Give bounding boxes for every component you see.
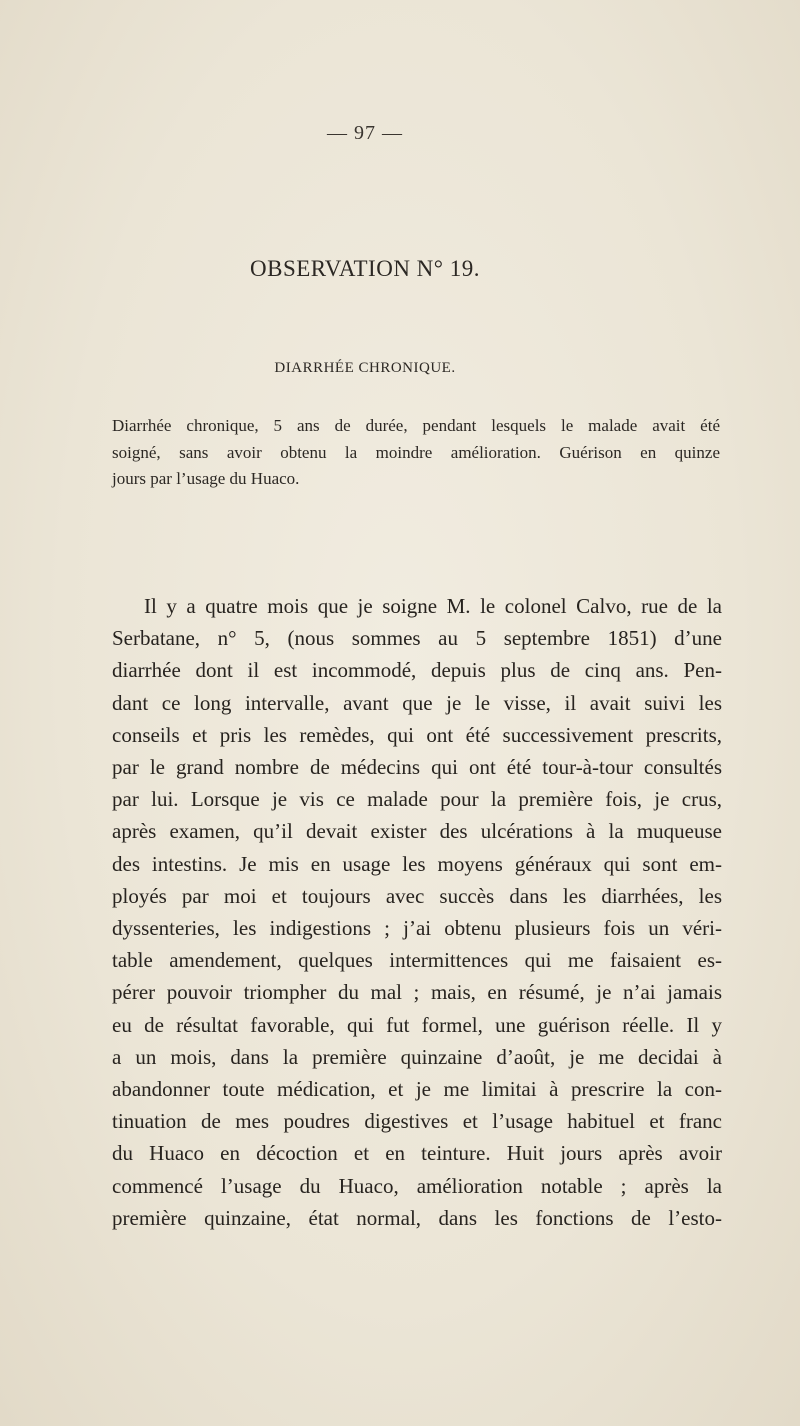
- body-line: tinuation de mes poudres digestives et l’usage habituel et franc: [112, 1109, 722, 1134]
- observation-title: OBSERVATION N° 19.: [250, 256, 480, 281]
- body-line: a un mois, dans la première quinzaine d’août, je me decidai à: [112, 1044, 722, 1069]
- body-line: du Huaco en décoction et en teinture. Huit jours après avoir: [112, 1141, 722, 1166]
- body-line: table amendement, quelques intermittences qui me faisaient es-: [112, 948, 722, 973]
- body-line: dyssenteries, les indigestions ; j’ai obtenu plusieurs fois un véri-: [112, 916, 722, 941]
- body-line: pérer pouvoir triompher du mal ; mais, en résumé, je n’ai jamais: [112, 980, 722, 1005]
- case-summary: [112, 413, 720, 493]
- summary-line: Diarrhée chronique, 5 ans de durée, pendant lesquels le malade avait été: [112, 416, 720, 435]
- summary-line: soigné, sans avoir obtenu la moindre amélioration. Guérison en quinze: [112, 442, 720, 462]
- body-line: des intestins. Je mis en usage les moyens généraux qui sont em-: [112, 851, 722, 876]
- body-line: première quinzaine, état normal, dans les fonctions de l’esto-: [112, 1205, 722, 1230]
- body-line: commencé l’usage du Huaco, amélioration notable ; après la: [112, 1173, 722, 1198]
- body-line: après examen, qu’il devait exister des ulcérations à la muqueuse: [112, 819, 722, 844]
- body-line: eu de résultat favorable, qui fut formel, une guérison réelle. Il y: [112, 1012, 722, 1037]
- section-subtitle: DIARRHÉE CHRONIQUE.: [274, 360, 456, 376]
- page-number: — 97 —: [327, 122, 403, 144]
- body-line: par le grand nombre de médecins qui ont été tour-à-tour consultés: [112, 755, 722, 780]
- body-line: par lui. Lorsque je vis ce malade pour la première fois, je crus,: [112, 787, 722, 812]
- observation-body: [112, 590, 722, 1234]
- body-line: dant ce long intervalle, avant que je le visse, il avait suivi les: [112, 690, 722, 715]
- body-line: Serbatane, n° 5, (nous sommes au 5 septembre 1851) d’une: [112, 626, 722, 651]
- body-line: conseils et pris les remèdes, qui ont été successivement prescrits,: [112, 722, 722, 747]
- body-line: abandonner toute médication, et je me limitai à prescrire la con-: [112, 1077, 722, 1102]
- body-line: Il y a quatre mois que je soigne M. le colonel Calvo, rue de la: [144, 594, 722, 618]
- body-line: diarrhée dont il est incommodé, depuis plus de cinq ans. Pen-: [112, 658, 722, 683]
- body-line: ployés par moi et toujours avec succès dans les diarrhées, les: [112, 883, 722, 908]
- summary-line: jours par l’usage du Huaco.: [112, 469, 300, 488]
